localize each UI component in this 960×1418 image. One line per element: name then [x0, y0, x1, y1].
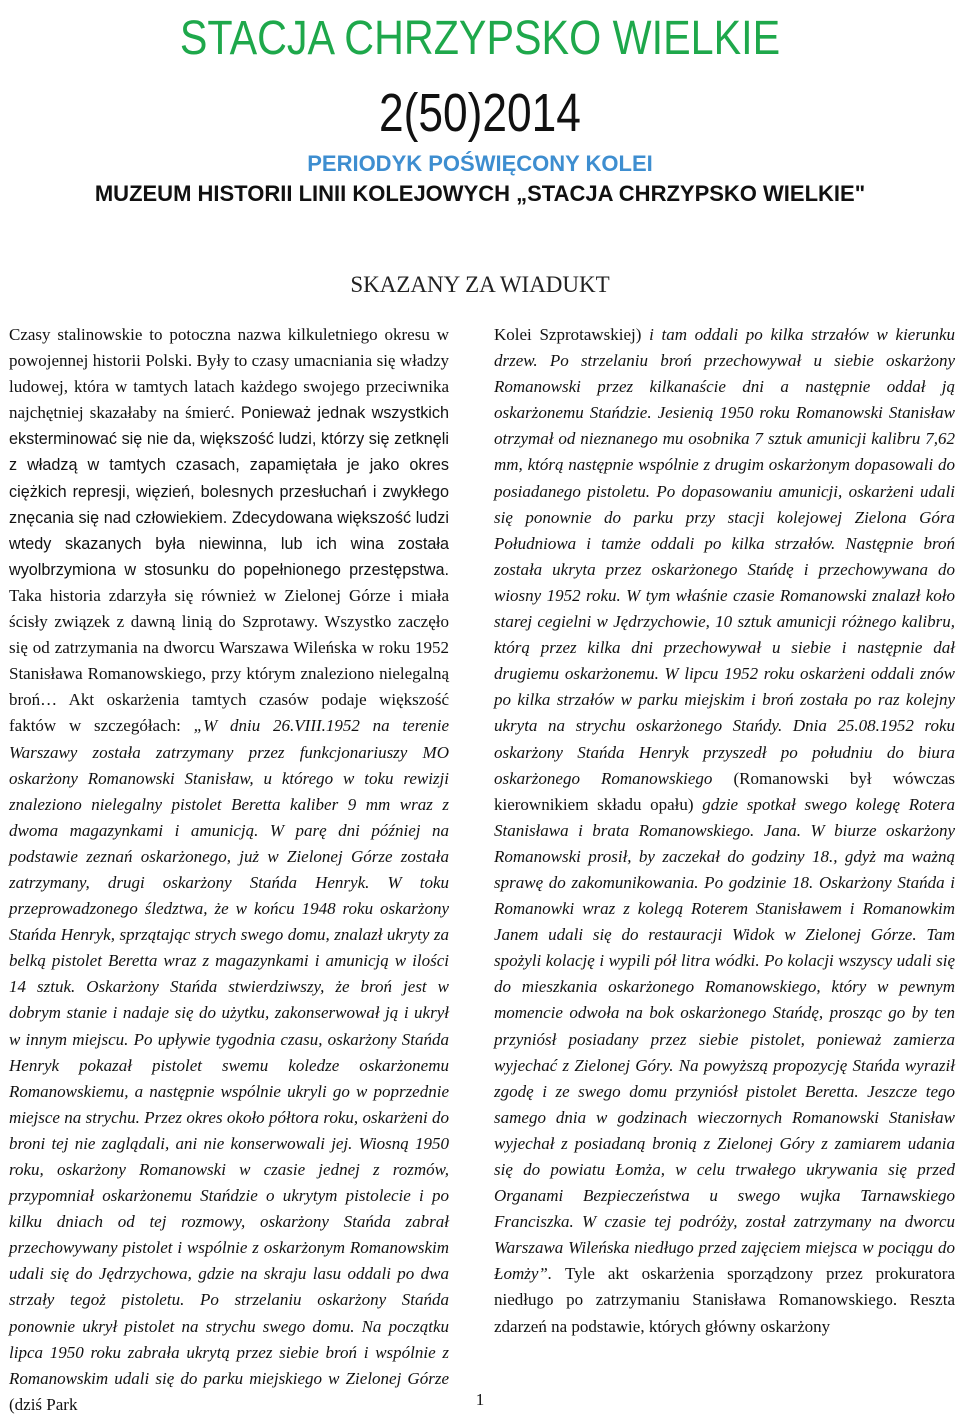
periodical-title: STACJA CHRZYPSKO WIELKIE — [179, 12, 781, 65]
text-run: Kolei Szprotawskiej) — [494, 325, 650, 344]
text-run-italic: gdzie spotkał swego kolegę Rotera Stanisława i brata Romanowskiego. Jana. W biurze oskarżony Romanowski prosił, by zaczekał do godziny 18., gdyż ma ważną sprawę do zakomunikowania. Po godzinie 18. Oskarżony Stańda i Romanowki wraz z kolegą Roterem Stanisławem i Romanowkim Janem udali się do restauracji Widok w Zielonej Górze. Tam spożyli kolację i wypili pół litra wódki. Po kolacji wszyscy udali się do mieszkania oskarżonego Romanowskiego, który w pewnym momencie odwoła na bok oskarżonego Stańdę, prosząc go by ten przyniósł posiadany przez siebie pistolet, ponieważ zamierza wyjechać z Zielonej Góry. Na powyższą propozycję Stańda wyraził zgodę i ze swego domu przyniósł pistolet Beretta. Jeszcze tego samego dnia w godzinach wieczornych Romanowski Stanisław wyjechał z posiadaną bronią z Zielonej Góry z zamiarem udania się do powiatu Łomża, w celu trwałego ukrywania się przed Organami Bezpieczeństwa u swego wujka Tarnawskiego Franciszka. W czasie tej podróży, został zatrzymany na dworcu Warszawa Wileńska niedługo przed zajęciem miejsca w pociągu do Łomży”. — [494, 794, 955, 1284]
periodical-subtitle: PERIODYK POŚWIĘCONY KOLEI — [307, 151, 653, 176]
text-run: Czasy stalinowskie to potoczna nazwa kilkuletniego okresu w powojennej historii Polski. Były to czasy umacniania się władzy ludowej, która w tamtych latach każdego swojego przeciwnika najchętniej skazałaby na śmierć. — [9, 325, 449, 423]
text-run: Ponieważ jednak wszystkich eksterminować się nie da, większość ludzi, którzy się zetknęli z władzą w tamtych czasach, zapamiętała je jako okres ciężkich represji, więzień, bolesnych przesłuchań i zwykłego znęcania się nad człowiekiem. Zdecydowana większość ludzi wtedy skazanych była niewinna, lub ich wina została wyolbrzymiona w stosunku do popełnionego przestępstwa. — [9, 404, 449, 579]
article-column-right — [494, 322, 955, 1388]
text-run: Tyle akt oskarżenia sporządzony przez prokuratora niedługo po zatrzymaniu Stanisława Romanowskiego. Reszta zdarzeń na podstawie, których główny oskarżony — [494, 1264, 955, 1336]
text-run: Taka historia zdarzyła się również w Zielonej Górze i miała ścisły związek z dawną linią do Szprotawy. Wszystko zaczęło się od zatrzymania na dworcu Warszawa Wileńska w roku 1952 Stanisława Romanowskiego, przy którym znaleziono nielegalną broń… Akt oskarżenia tamtych czasów podaje większość faktów w szczegółach: — [9, 585, 449, 736]
page-number: 1 — [475, 1390, 485, 1409]
text-run: (dziś Park — [9, 1394, 78, 1414]
museum-name: MUZEUM HISTORII LINII KOLEJOWYCH „STACJA CHRZYPSKO WIELKIE" — [94, 181, 866, 206]
issue-number: 2(50)2014 — [379, 83, 581, 143]
text-run-italic: „W dniu 26.VIII.1952 na terenie Warszawy została zatrzymany przez funkcjonariuszy MO oskarżony Romanowski Stanisław, u którego w toku rewizji znaleziono nielegalny pistolet Beretta kaliber 9 mm wraz z dwoma magazynkami i amunicją. W parę dni później na podstawie zeznań oskarżonego, już w Zielonej Górze została zatrzymany, drugi oskarżony Stańda Henryk. W toku przeprowadzonego śledztwa, że w końcu 1948 roku oskarżony Stańda Henryk, sprzątając strych swego domu, znalazł ukryty za belką pistolet Beretta wraz z magazynkami i amunicją w ilości 14 sztuk. Oskarżony Stańda stwierdziwszy, że broń jest w dobrym stanie i nadaje się do użytku, zakonserwował ją i ukrył w innym miejscu. Po upływie tygodnia czasu, oskarżony Stańda Henryk pokazał pistolet swemu koledze oskarżonemu Romanowskiemu, a następnie wspólnie ukryli go w poprzednie miejsce na strychu. Przez okres około półtora roku, oskarżeni do broni tej nie zaglądali, ani nie konserwowali jej. Wiosną 1950 roku, oskarżony Romanowski w czasie jednej z rozmów, przypomniał oskarżonemu Stańdzie o ukrytym pistolecie i po kilku dniach od tej rozmowy, oskarżony Stańda zabrał przechowywany pistolet i wspólnie z oskarżonym Romanowskim udali się do Jędrzychowa, gdzie na skraju lasu oddali po dwa strzały tegoż pistoletu. Po strzelaniu oskarżony Stańda ponownie ukrył pistolet na strychu swego domu. Na początku lipca 1950 roku zabrała ukrytą przez siebie broń i wspólnie z Romanowskim udali się do parku miejskiego w Zielonej Górze — [9, 716, 449, 1388]
article-heading: SKAZANY ZA WIADUKT — [350, 272, 610, 297]
text-run-italic: i tam oddali po kilka strzałów w kierunku drzew. Po strzelaniu broń przechowywał u siebie oskarżony Romanowski przez kilkanaście dni a następnie oddał ją oskarżonemu Stańdzie. Jesienią 1950 roku Romanowski Stanisław otrzymał od nieznanego mu osobnika 7 sztuk amunicji kalibru 7,62 mm, którą następnie wspólnie z drugim oskarżonym dopasowali do posiadanego pistoletu. Po dopasowaniu amunicji, oskarżeni udali się ponownie do parku przy stacji kolejowej Zielona Góra Południowa i tamże oddali po kilka strzałów. Następnie broń została ukryta przez oskarżonego Stańdę i przechowywana do wiosny 1952 roku. W tym właśnie czasie Romanowski znalazł koło starej cegielni w Jędrzychowie, 10 sztuk amunicji różnego kalibru, którą przez kilka dni przechowywał u siebie i następnie dał drugiemu oskarżonemu. W lipcu 1952 roku oskarżeni oddali znów po kilka strzałów w parku miejskim i broń została po raz kolejny ukryta na strychu oskarżonego Stańdy. Dnia 25.08.1952 roku oskarżony Stańda Henryk przyszedł po południu do biura oskarżonego Romanowskiego — [494, 325, 956, 788]
article-column-left — [9, 322, 449, 1414]
text-run: (Romanowski był wówczas kierownikiem składu opału) — [494, 768, 955, 814]
